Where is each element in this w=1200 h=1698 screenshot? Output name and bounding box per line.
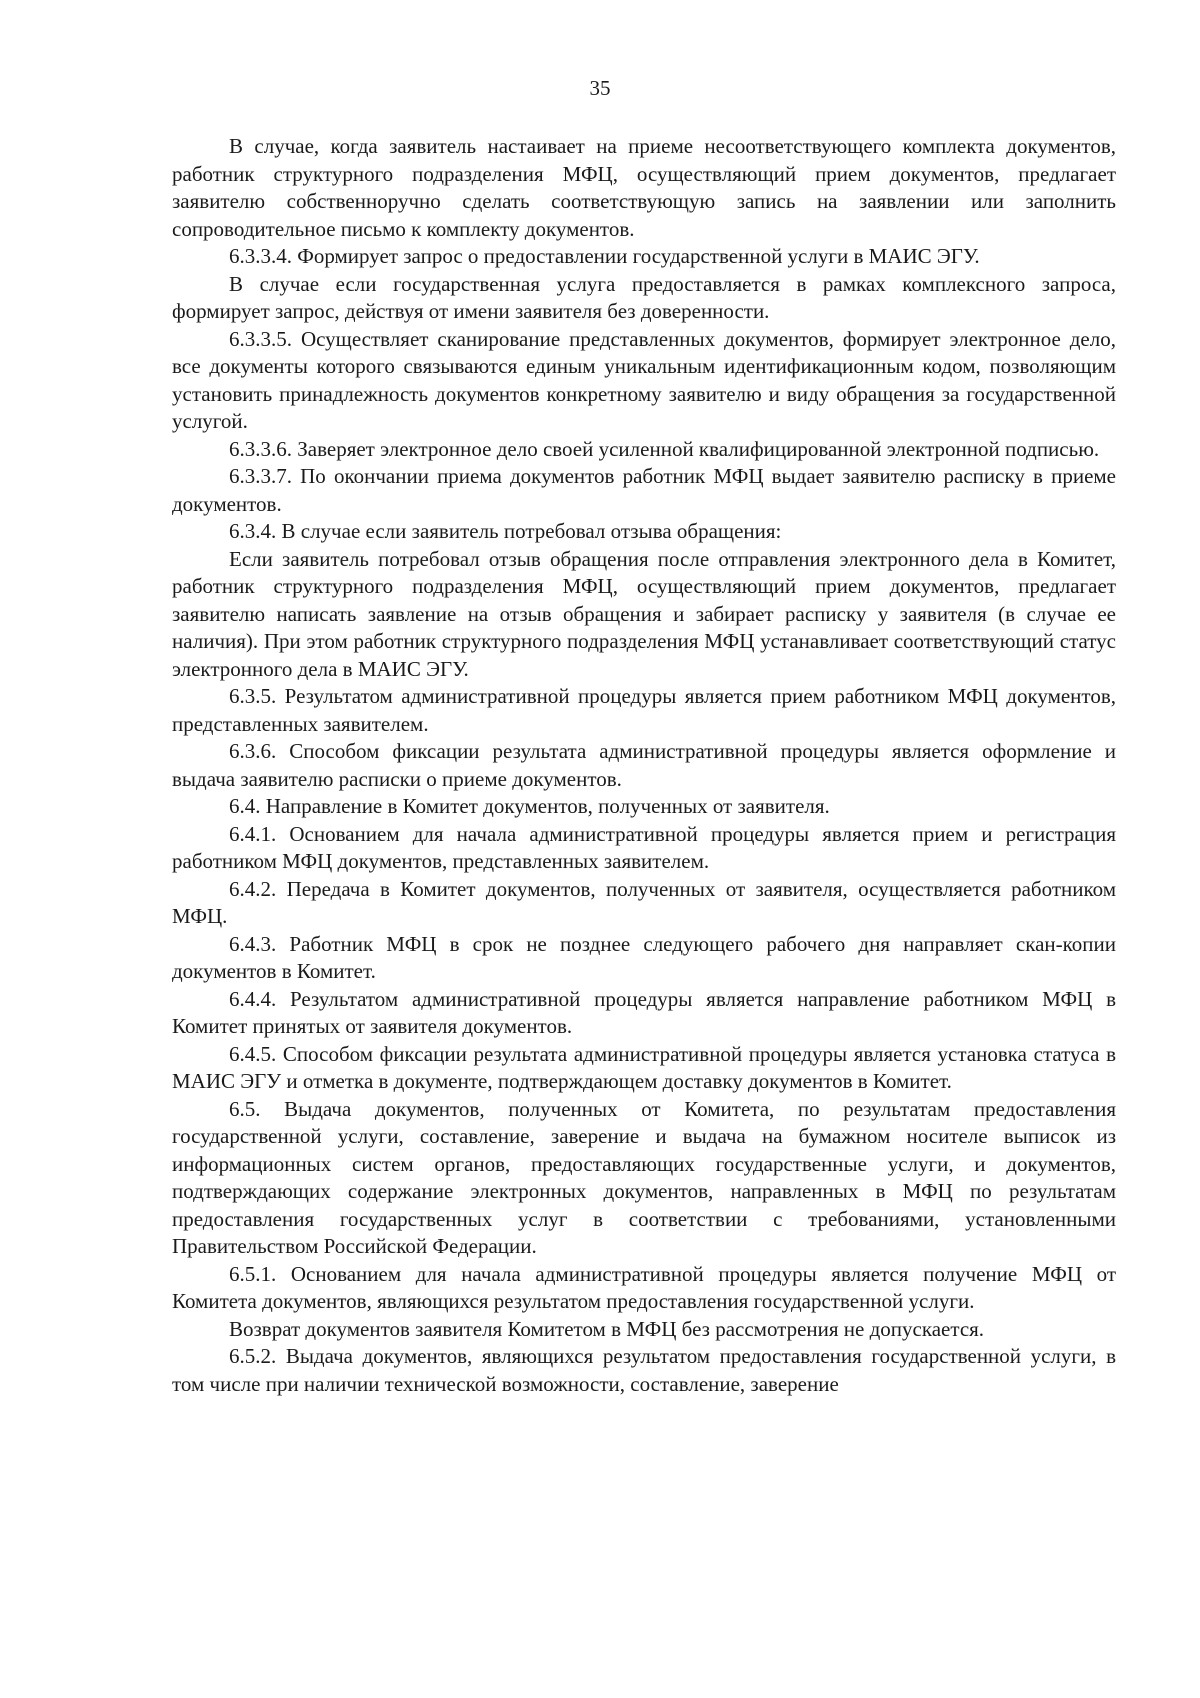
paragraph: 6.3.5. Результатом административной процедуры является прием работником МФЦ документов, представленных заявителем. [172,684,1116,736]
paragraph: 6.4. Направление в Комитет документов, полученных от заявителя. [229,794,830,818]
paragraph: 6.4.2. Передача в Комитет документов, полученных от заявителя, осуществляется работником МФЦ. [172,876,1116,928]
paragraph: 6.4.4. Результатом административной процедуры является направление работником МФЦ в Комитет принятых от заявителя документов. [172,986,1116,1038]
paragraph: Если заявитель потребовал отзыв обращения после отправления электронного дела в Комитет, работник структурного подразделения МФЦ, осуществляющий прием документов, предлагает заявителю написать заявление на отзыв обращения и забирает расписку у заявителя (в случае ее наличия). При этом работник структурного подразделения МФЦ устанавливает соответствующий статус электронного дела в МАИС ЭГУ. [172,546,1116,681]
paragraph: 6.4.5. Способом фиксации результата административной процедуры является установка статуса в МАИС ЭГУ и отметка в документе, подтверждающем доставку документов в Комитет. [172,1041,1116,1093]
paragraph: 6.3.3.6. Заверяет электронное дело своей усиленной квалифицированной электронной подписью. [229,436,1100,461]
paragraph: 6.4.1. Основанием для начала административной процедуры является прием и регистрация работником МФЦ документов, представленных заявителем. [172,821,1116,873]
paragraph: Возврат документов заявителя Комитетом в МФЦ без рассмотрения не допускается. [229,1316,985,1341]
paragraph: 6.4.3. Работник МФЦ в срок не позднее следующего рабочего дня направляет скан-копии документов в Комитет. [172,931,1116,983]
page-number: 35 [589,76,611,100]
paragraph: 6.5.1. Основанием для начала административной процедуры является получение МФЦ от Комитета документов, являющихся результатом предоставления государственной услуги. [172,1261,1116,1313]
document-body [172,133,1116,1398]
paragraph: 6.3.6. Способом фиксации результата административной процедуры является оформление и выдача заявителю расписки о приеме документов. [172,739,1116,791]
paragraph: 6.3.3.4. Формирует запрос о предоставлении государственной услуги в МАИС ЭГУ. [229,244,980,268]
paragraph: В случае, когда заявитель настаивает на приеме несоответствующего комплекта документов, работник структурного подразделения МФЦ, осуществляющий прием документов, предлагает заявителю собственноручно сделать соответствующую запись на заявлении или заполнить сопроводительное письмо к комплекту документов. [172,134,1116,241]
paragraph: В случае если государственная услуга предоставляется в рамках комплексного запроса, формирует запрос, действуя от имени заявителя без доверенности. [172,271,1116,323]
paragraph: 6.5. Выдача документов, полученных от Комитета, по результатам предоставления государственной услуги, составление, заверение и выдача на бумажном носителе выписок из информационных систем органов, предоставляющих государственные услуги, и документов, подтверждающих содержание электронных документов, направленных в МФЦ по результатам предоставления государственных услуг в соответствии с требованиями, установленными Правительством Российской Федерации. [172,1096,1116,1258]
paragraph: 6.3.3.5. Осуществляет сканирование представленных документов, формирует электронное дело, все документы которого связываются единым уникальным идентификационным кодом, позволяющим установить принадлежность документов конкретному заявителю и виду обращения за государственной услугой. [172,326,1116,433]
paragraph: 6.3.3.7. По окончании приема документов работник МФЦ выдает заявителю расписку в приеме документов. [172,464,1116,516]
paragraph: 6.5.2. Выдача документов, являющихся результатом предоставления государственной услуги, в том числе при наличии технической возможности, составление, заверение [172,1344,1116,1396]
paragraph: 6.3.4. В случае если заявитель потребовал отзыва обращения: [229,519,782,543]
